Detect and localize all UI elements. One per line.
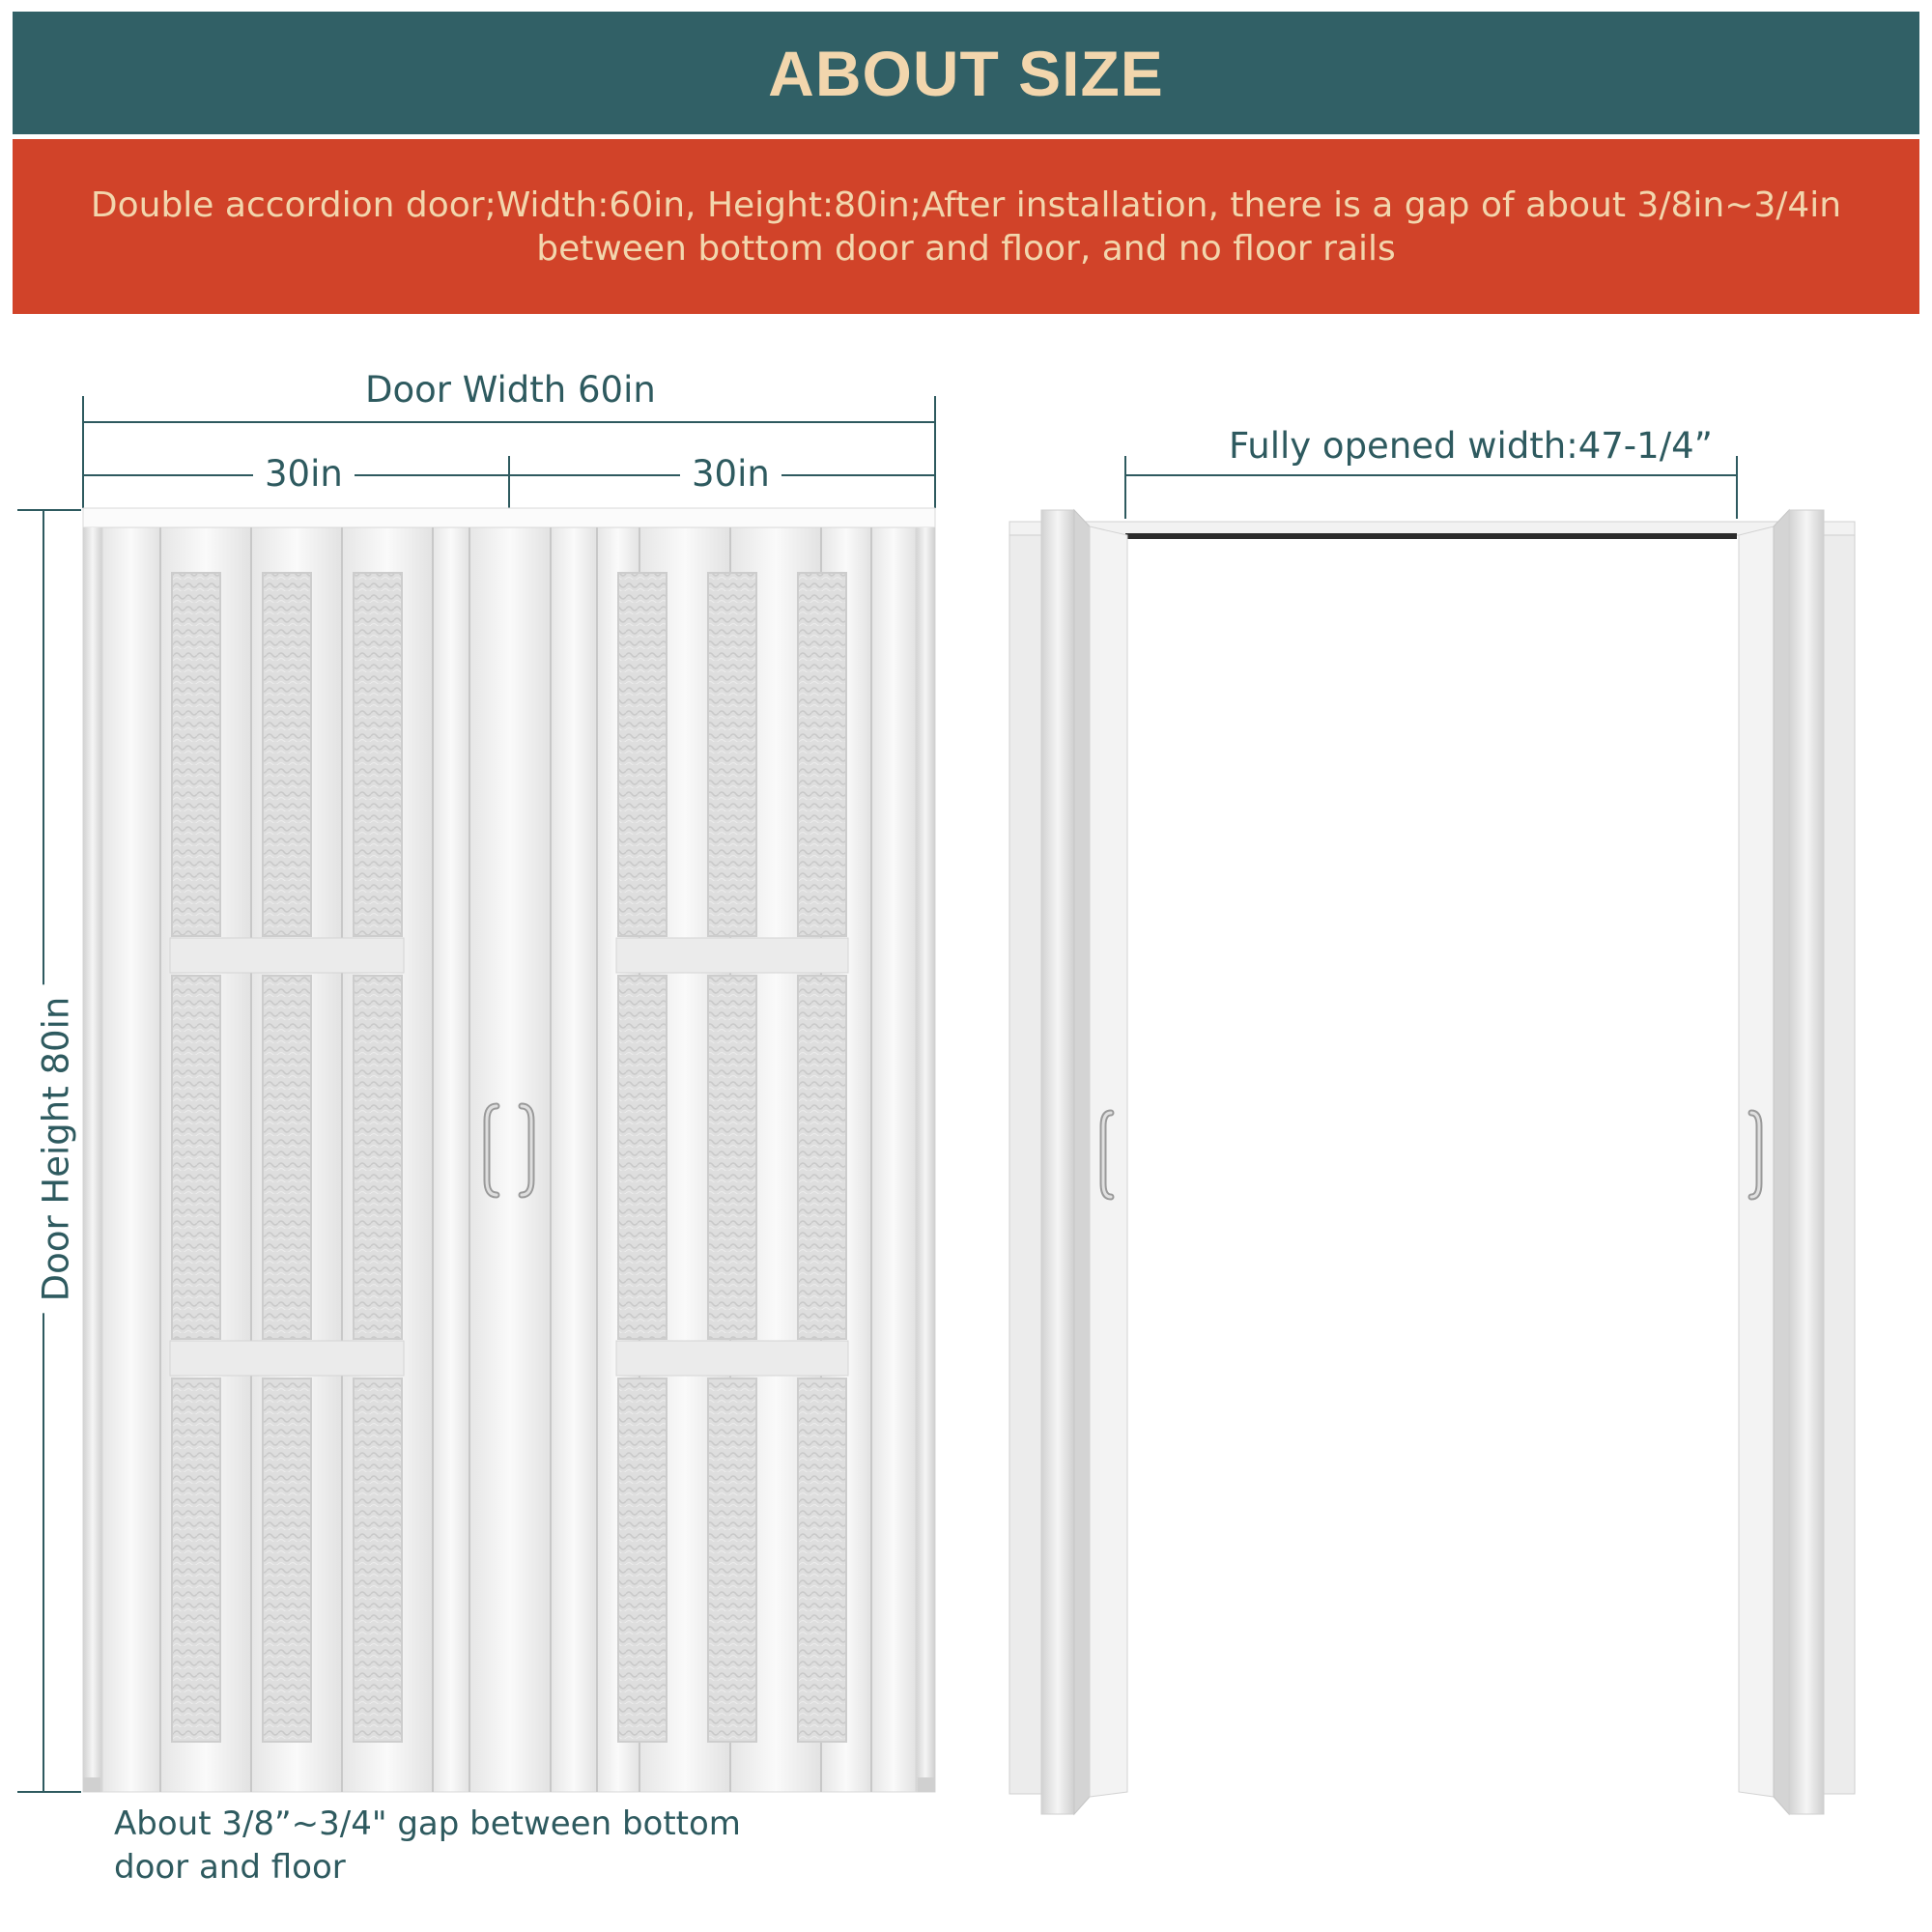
description-line-1: Double accordion door;Width:60in, Height:80in;After installation, there is a gap of about 3/8in~3/4in bbox=[90, 185, 1842, 225]
gap-note-line-1: About 3/8”~3/4" gap between bottom bbox=[114, 1804, 741, 1843]
description-line-2: between bottom door and floor, and no floor rails bbox=[536, 228, 1396, 269]
left-half-width-label: 30in bbox=[253, 453, 355, 496]
open-door-handles bbox=[1103, 1113, 1759, 1197]
glass-panes-left bbox=[172, 573, 402, 1742]
opened-width-label: Fully opened width:47-1/4” bbox=[1219, 425, 1722, 468]
door-height-label: Door Height 80in bbox=[35, 985, 76, 1314]
open-accordion-door bbox=[1009, 510, 1855, 1814]
door-width-label: Door Width 60in bbox=[359, 369, 662, 412]
page-title: ABOUT SIZE bbox=[768, 37, 1164, 109]
right-half-width-label: 30in bbox=[680, 453, 781, 496]
gap-note bbox=[114, 1803, 741, 1889]
closed-accordion-door bbox=[83, 508, 935, 1792]
width-dimension bbox=[83, 396, 935, 508]
glass-panes-right bbox=[618, 573, 846, 1742]
gap-note-line-2: door and floor bbox=[114, 1848, 346, 1887]
